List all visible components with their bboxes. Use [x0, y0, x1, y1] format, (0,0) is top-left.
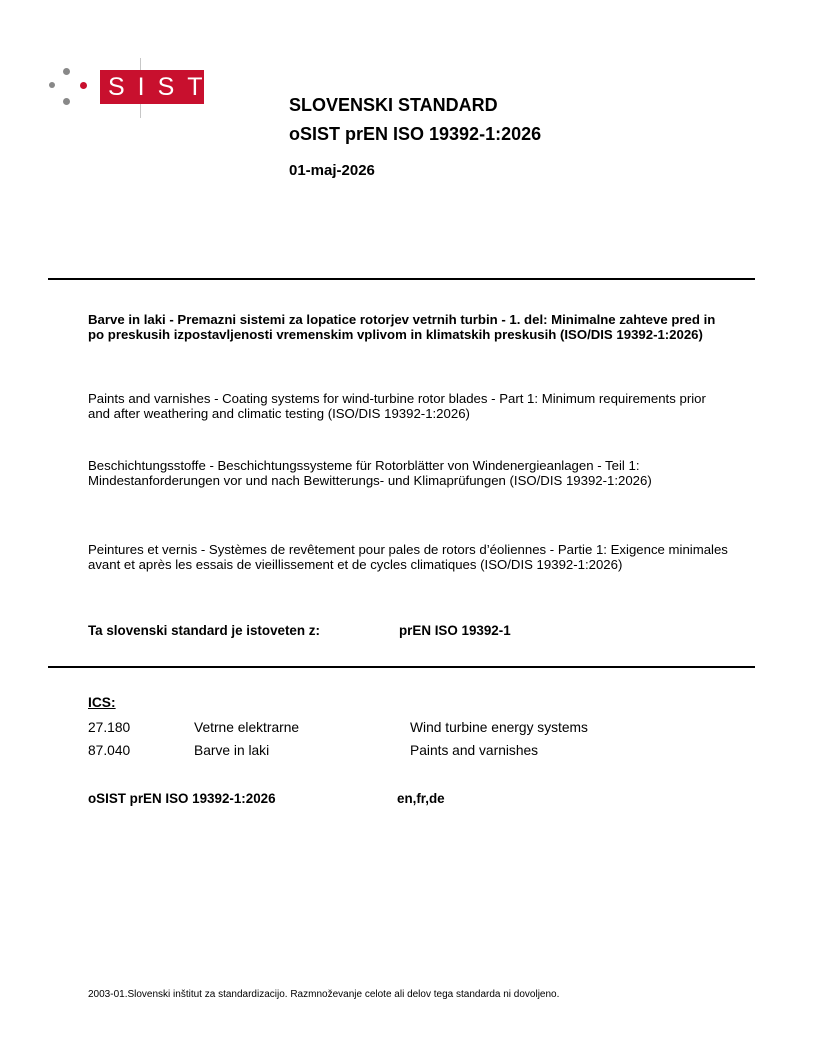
copyright-footer: 2003-01.Slovenski inštitut za standardizacijo. Razmnoževanje celote ali delov tega standarda ni dovoljeno.	[88, 989, 560, 1000]
logo-dot	[80, 82, 87, 89]
standard-type: SLOVENSKI STANDARD	[289, 95, 498, 115]
ics-code: 27.180	[88, 720, 131, 735]
title-english: Paints and varnishes - Coating systems for wind-turbine rotor blades - Part 1: Minimum requirements prior and after weathering and climatic testing (ISO/DIS 19392-1:2026)	[88, 391, 706, 421]
title-slovenian: Barve in laki - Premazni sistemi za lopatice rotorjev vetrnih turbin - 1. del: Minimalne zahteve pred in po preskusih izpostavljenosti vremenskim vplivom in klimatskih preskusih (ISO/DIS 19392-1:2026)	[88, 312, 716, 342]
bottom-divider	[48, 666, 755, 668]
ics-label-sl: Barve in laki	[194, 743, 270, 758]
ics-label-en: Paints and varnishes	[410, 743, 539, 758]
logo-dot	[49, 82, 55, 88]
ics-heading: ICS:	[88, 695, 116, 710]
logo-wordmark: SIST	[100, 70, 204, 104]
doc-code: oSIST prEN ISO 19392-1:2026	[88, 791, 276, 806]
identical-value: prEN ISO 19392-1	[399, 623, 511, 638]
title-french: Peintures et vernis - Systèmes de revêtement pour pales de rotors d’éoliennes - Partie 1: Exigence minimales avant et après les essais de vieillissement et de cycles climatiques (ISO/DIS 19392-1:2026)	[88, 542, 728, 572]
ics-label-en: Wind turbine energy systems	[410, 720, 588, 735]
title-german: Beschichtungsstoffe - Beschichtungssysteme für Rotorblätter von Windenergieanlagen - Teil 1: Mindestanforderungen vor und nach Bewitterungs- und Klimaprüfungen (ISO/DIS 19392-1:2026)	[88, 458, 652, 488]
ics-label-sl: Vetrne elektrarne	[194, 720, 300, 735]
logo-dot	[63, 68, 70, 75]
ics-code: 87.040	[88, 743, 131, 758]
doc-languages: en,fr,de	[397, 791, 445, 806]
standard-code: oSIST prEN ISO 19392-1:2026	[289, 124, 542, 144]
logo-dot	[63, 98, 70, 105]
top-divider	[48, 278, 755, 280]
identical-label: Ta slovenski standard je istoveten z:	[88, 623, 320, 638]
standard-date: 01-maj-2026	[289, 162, 375, 179]
